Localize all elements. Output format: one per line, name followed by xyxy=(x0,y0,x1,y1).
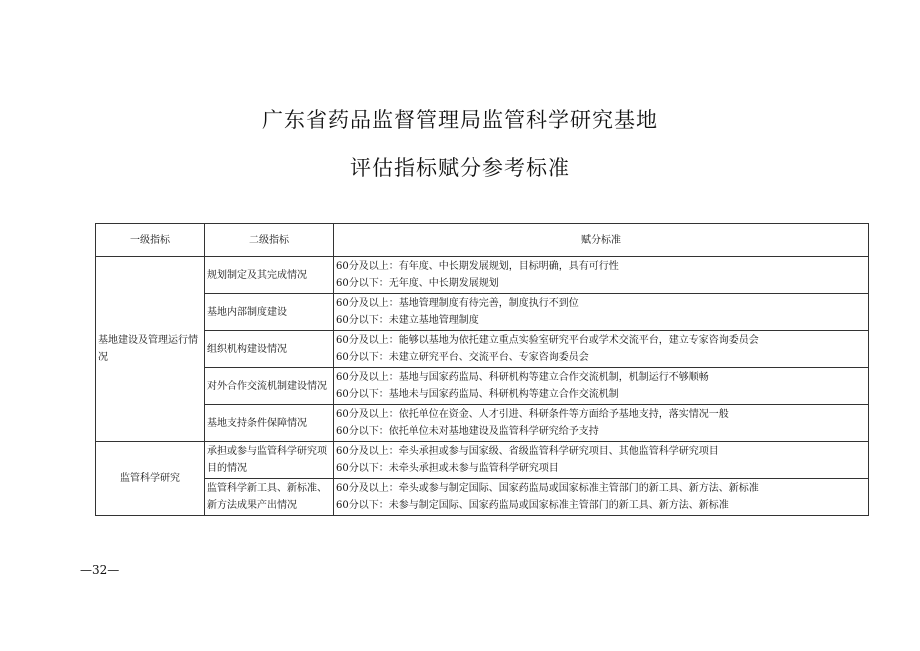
criteria-line: 60分以下：依托单位未对基地建设及监管科学研究给予支持 xyxy=(336,426,599,437)
criteria-line: 60分以下：无年度、中长期发展规划 xyxy=(336,278,499,289)
criteria-cell xyxy=(334,294,869,331)
level2-cell: 组织机构建设情况 xyxy=(205,331,334,368)
level2-cell: 规划制定及其完成情况 xyxy=(205,257,334,294)
level2-cell: 承担或参与监管科学研究项目的情况 xyxy=(205,442,334,479)
table-row xyxy=(96,405,869,442)
header-criteria: 赋分标准 xyxy=(334,224,869,257)
level1-cell: 基地建设及管理运行情况 xyxy=(96,257,205,442)
criteria-line: 60分以下：未牵头承担或未参与监管科学研究项目 xyxy=(336,463,559,474)
table-header-row xyxy=(96,224,869,257)
document-title-line2: 评估指标赋分参考标准 xyxy=(350,156,570,180)
criteria-line: 60分及以上：依托单位在资金、人才引进、科研条件等方面给予基地支持，落实情况一般 xyxy=(336,409,729,420)
criteria-cell xyxy=(334,479,869,516)
criteria-line: 60分及以上：基地管理制度有待完善，制度执行不到位 xyxy=(336,298,579,309)
level2-cell: 基地内部制度建设 xyxy=(205,294,334,331)
criteria-line: 60分及以上：基地与国家药监局、科研机构等建立合作交流机制，机制运行不够顺畅 xyxy=(336,372,709,383)
criteria-line: 60分以下：未建立研究平台、交流平台、专家咨询委员会 xyxy=(336,352,589,363)
criteria-table xyxy=(95,223,869,516)
level2-cell: 对外合作交流机制建设情况 xyxy=(205,368,334,405)
table-row xyxy=(96,331,869,368)
table-row xyxy=(96,368,869,405)
page-number: —32— xyxy=(80,563,120,577)
criteria-line: 60分及以上：能够以基地为依托建立重点实验室研究平台或学术交流平台，建立专家咨询委员会 xyxy=(336,335,759,346)
criteria-line: 60分及以上：牵头承担或参与国家级、省级监管科学研究项目、其他监管科学研究项目 xyxy=(336,446,719,457)
table-row xyxy=(96,442,869,479)
level1-cell: 监管科学研究 xyxy=(96,442,205,516)
criteria-cell xyxy=(334,331,869,368)
document-title-line1: 广东省药品监督管理局监管科学研究基地 xyxy=(262,108,658,132)
header-level2: 二级指标 xyxy=(205,224,334,257)
table-row xyxy=(96,294,869,331)
criteria-cell xyxy=(334,442,869,479)
table-row xyxy=(96,257,869,294)
criteria-cell xyxy=(334,368,869,405)
criteria-line: 60分以下：未参与制定国际、国家药监局或国家标准主管部门的新工具、新方法、新标准 xyxy=(336,500,729,511)
level2-cell: 监管科学新工具、新标准、新方法成果产出情况 xyxy=(205,479,334,516)
level2-cell: 基地支持条件保障情况 xyxy=(205,405,334,442)
criteria-line: 60分及以上：有年度、中长期发展规划，目标明确，具有可行性 xyxy=(336,261,619,272)
criteria-cell xyxy=(334,405,869,442)
criteria-line: 60分以下：未建立基地管理制度 xyxy=(336,315,479,326)
criteria-line: 60分以下：基地未与国家药监局、科研机构等建立合作交流机制 xyxy=(336,389,619,400)
header-level1: 一级指标 xyxy=(96,224,205,257)
table-row xyxy=(96,479,869,516)
criteria-cell xyxy=(334,257,869,294)
criteria-line: 60分及以上：牵头或参与制定国际、国家药监局或国家标准主管部门的新工具、新方法、新标准 xyxy=(336,483,759,494)
